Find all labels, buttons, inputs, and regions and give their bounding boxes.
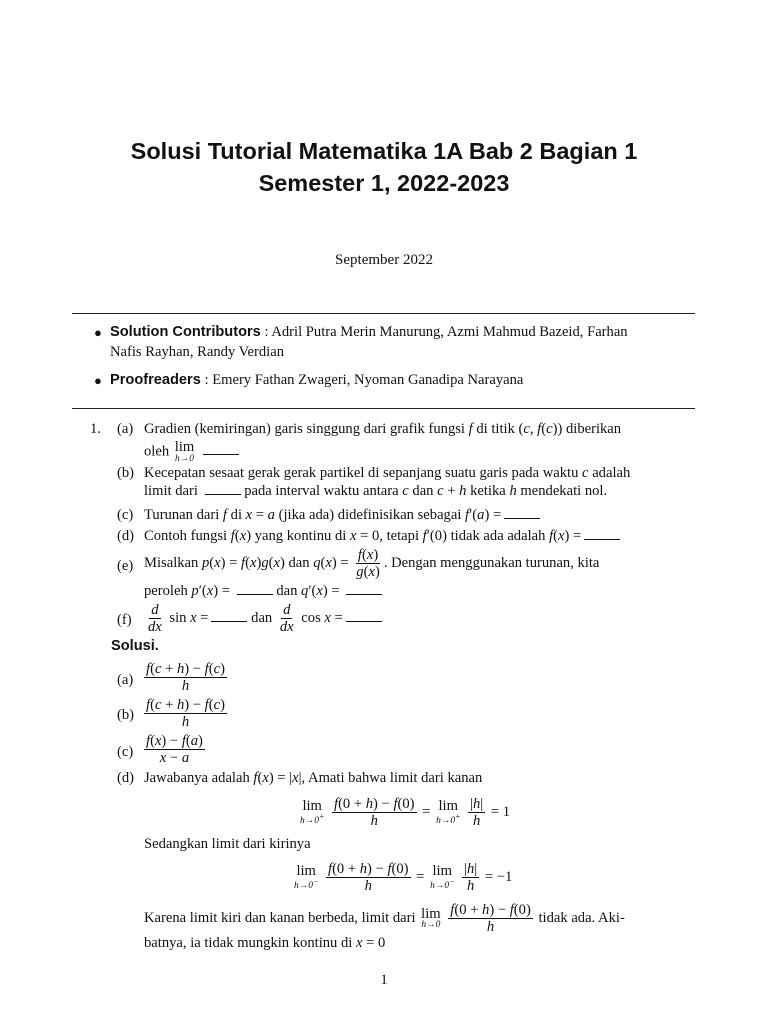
question-e-label: (e) (117, 558, 134, 574)
solution-d-text: batnya, ia tidak mungkin kontinu di (144, 935, 353, 951)
question-f-text: dan (251, 610, 273, 627)
limit-expression: lim h→0+ (300, 797, 325, 827)
question-b-text: mendekati nol. (520, 483, 608, 499)
question-d-text: yang kontinu di (254, 528, 347, 544)
proofreaders-label: Proofreaders (110, 372, 201, 388)
question-b-text: adalah (592, 465, 631, 481)
limit-fraction: $\frac{f(0 + h) - f(0)}{h}$ (334, 796, 415, 830)
solution-a-label: (a) (117, 672, 134, 688)
left-limit-equation: lim h→0− $\frac{f(0 + h) - f(0)}{h}$ = lim h→0− $\frac{|h|}{h}$ = −1 (294, 861, 513, 895)
difference-quotient: $\frac{f(c + h) - f(c)}{h}$ (146, 697, 225, 731)
question-e-text: . Dengan menggunakan turunan, kita (383, 555, 600, 572)
answer-blank (211, 620, 247, 622)
answer-blank (205, 493, 241, 495)
question-d-label: (d) (117, 528, 135, 544)
question-b-label: (b) (117, 465, 135, 481)
solution-b (142, 697, 229, 731)
limit-expression: lim h→0− (294, 862, 319, 892)
problem-number: 1. (90, 421, 101, 437)
question-a-label: (a) (117, 421, 134, 437)
solution-d-text: , Amati bahwa limit dari kanan (301, 770, 483, 786)
question-d-text: tidak ada adalah (450, 528, 546, 544)
solution-d-label: (d) (117, 770, 135, 786)
question-e-text: Misalkan (144, 555, 199, 572)
question-b-text: limit dari (144, 483, 198, 499)
proofreaders-line (110, 372, 523, 389)
question-a-text: di titik (476, 421, 515, 437)
question-f-label: (f) (117, 612, 132, 628)
question-c-text: di (230, 507, 242, 523)
solution-d-text: Jawabanya adalah (144, 770, 250, 786)
answer-blank (346, 593, 382, 595)
answer-blank (237, 593, 273, 595)
limit-fraction: $\frac{|h|}{h}$ (464, 861, 478, 895)
solution-c-label: (c) (117, 744, 134, 760)
question-c-label: (c) (117, 507, 134, 523)
question-c-text: Turunan dari (144, 507, 220, 523)
document-title-line1: Solusi Tutorial Matematika 1A Bab 2 Bagian 1 (130, 138, 638, 164)
document-date: September 2022 (335, 252, 433, 268)
question-c-line: Turunan dari f di x = a (jika ada) didefinisikan sebagai f′(a) = (144, 507, 540, 524)
solution-d-text: Karena limit kiri dan kanan berbeda, limit dari (144, 910, 416, 927)
question-b-text: Kecepatan sesaat gerak gerak partikel di sepanjang suatu garis pada waktu (144, 465, 579, 481)
solution-d-line4: batnya, ia tidak mungkin kontinu di x = 0 (144, 935, 386, 951)
solution-c (142, 733, 207, 767)
proofreaders-bullet: ● (94, 373, 102, 388)
derivative-definition: $\frac{f(x) - f(a)}{x - a}$ (146, 733, 203, 767)
page-number: 1 (380, 972, 388, 988)
solution-d-line2: Sedangkan limit dari kirinya (144, 836, 311, 852)
solution-d-line3 (144, 902, 625, 936)
limit-fraction: $\frac{f(0 + h) - f(0)}{h}$ (450, 902, 531, 936)
question-a-text: oleh (144, 443, 170, 460)
question-a-text: diberikan (565, 421, 622, 437)
question-d-text: , tetapi (379, 528, 420, 544)
answer-blank (203, 453, 239, 455)
answer-blank (584, 538, 620, 540)
question-d-line: Contoh fungsi f(x) yang kontinu di x = 0, tetapi f′(0) tidak ada adalah f(x) = (144, 528, 620, 545)
question-a-text: Gradien (kemiringan) garis singgung dari grafik fungsi (144, 421, 465, 437)
contributors-bullet: ● (94, 325, 102, 340)
document-title-line2: Semester 1, 2022-2023 (258, 170, 510, 196)
solution-a (142, 661, 229, 695)
contributors-line (110, 324, 628, 341)
top-divider (72, 313, 695, 314)
contributors-names-cont: Nafis Rayhan, Randy Verdian (110, 344, 285, 360)
question-b-text: dan (412, 483, 434, 499)
bottom-divider (72, 408, 695, 409)
limit-expression: lim h→0 (174, 439, 195, 464)
question-c-text: (jika ada) didefinisikan sebagai (278, 507, 462, 523)
question-e-text: dan (276, 583, 298, 599)
question-b-text: ketika (470, 483, 506, 499)
question-e-text: dan (288, 555, 310, 572)
contributors-names: : Adril Putra Merin Manurung, Azmi Mahmud Bazeid, Farhan (264, 324, 628, 340)
answer-blank (504, 517, 540, 519)
question-f-line: $\frac{d}{dx}$ sin x = dan $\frac{d}{dx}$ cos x = (144, 602, 382, 636)
proofreaders-names: : Emery Fathan Zwageri, Nyoman Ganadipa Narayana (204, 372, 524, 388)
solution-b-label: (b) (117, 707, 135, 723)
derivative-operator: $\frac{d}{dx}$ (148, 602, 162, 636)
solution-heading: Solusi. (111, 638, 159, 654)
question-a-line1: Gradien (kemiringan) garis singgung dari grafik fungsi f di titik (c, f(c)) diberikan (144, 421, 622, 437)
fraction-f-over-g: $\frac{f(x)}{g(x)}$ (356, 547, 380, 581)
question-a-line2 (144, 440, 239, 464)
question-d-text: Contoh fungsi (144, 528, 228, 544)
difference-quotient: $\frac{f(c + h) - f(c)}{h}$ (146, 661, 225, 695)
question-b-text: pada interval waktu antara (244, 483, 399, 499)
question-e-line1: Misalkan p(x) = f(x)g(x) dan q(x) = $\frac{f(x)}{g(x)}$ . Dengan menggunakan turunan, kita (144, 547, 600, 581)
solution-d-text: tidak ada. Aki- (538, 910, 625, 927)
question-b-line2: limit dari pada interval waktu antara c dan c + h ketika h mendekati nol. (144, 483, 608, 499)
limit-fraction: $\frac{f(0 + h) - f(0)}{h}$ (328, 861, 409, 895)
derivative-operator: $\frac{d}{dx}$ (279, 602, 294, 636)
question-b-line1: Kecepatan sesaat gerak gerak partikel di sepanjang suatu garis pada waktu c adalah (144, 465, 631, 481)
question-e-text: peroleh (144, 583, 188, 599)
limit-expression: lim h→0 (421, 905, 441, 931)
limit-expression: lim h→0+ (436, 797, 461, 827)
question-e-line2: peroleh p′(x) = dan q′(x) = (144, 583, 382, 600)
answer-blank (346, 620, 382, 622)
limit-expression: lim h→0− (430, 862, 455, 892)
limit-fraction: $\frac{|h|}{h}$ (470, 796, 484, 830)
contributors-label: Solution Contributors (110, 324, 261, 340)
right-limit-equation: lim h→0+ $\frac{f(0 + h) - f(0)}{h}$ = lim h→0+ $\frac{|h|}{h}$ = 1 (300, 796, 511, 830)
solution-d-line1: Jawabanya adalah f(x) = |x|, Amati bahwa limit dari kanan (144, 770, 483, 786)
